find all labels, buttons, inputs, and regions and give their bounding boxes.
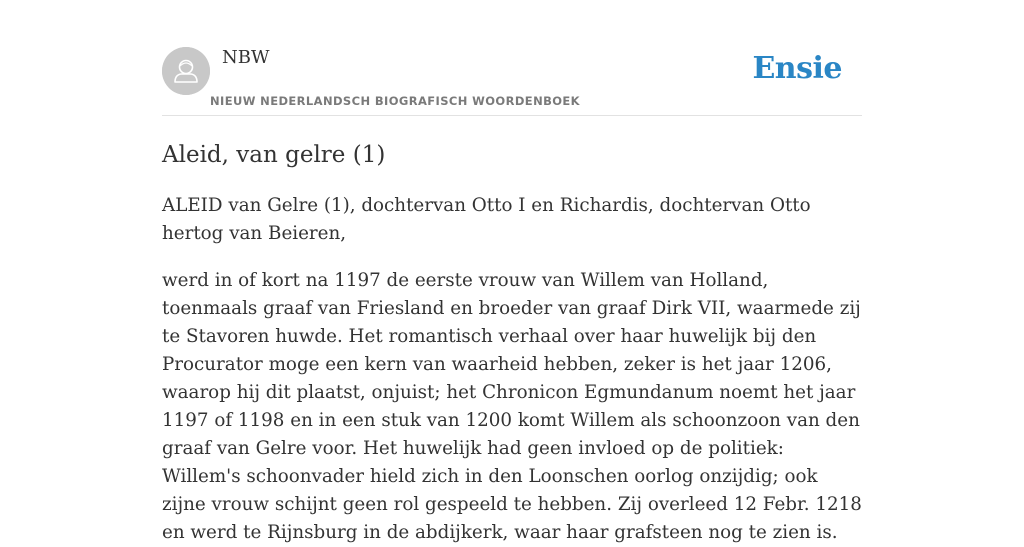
user-icon xyxy=(162,47,210,95)
ensie-logo[interactable]: Ensie xyxy=(752,51,842,86)
article-body xyxy=(162,192,862,547)
paragraph: werd in of kort na 1197 de eerste vrouw van Willem van Holland, toenmaals graaf van Friesland en broeder van graaf Dirk VII, waarmede zij te Stavoren huwde. Het romantisch verhaal over haar huwelijk bij den Procurator moge een kern van waarheid hebben, zeker is het jaar 1206, waarop hij dit plaatst, onjuist; het Chronicon Egmundanum noemt het jaar 1197 of 1198 en in een stuk van 1200 komt Willem als schoonzoon van den graaf van Gelre voor. Het huwelijk had geen invloed op de politiek: Willem's schoonvader hield zich in den Loonschen oorlog onzijdig; ook zijne vrouw schijnt geen rol gespeeld te hebben. Zij overleed 12 Febr. 1218 en werd te Rijnsburg in de abdijkerk, waar haar grafsteen nog te zien is. xyxy=(162,270,862,543)
publication-name[interactable]: NIEUW NEDERLANDSCH BIOGRAFISCH WOORDENBOEK xyxy=(210,94,580,108)
article-container xyxy=(162,0,862,547)
header xyxy=(162,0,862,116)
paragraph: ALEID van Gelre (1), dochtervan Otto I en Richardis, dochtervan Otto hertog van Beieren, xyxy=(162,195,811,244)
page-title: Aleid, van gelre (1) xyxy=(162,142,386,168)
author-name[interactable]: NBW xyxy=(222,47,270,68)
avatar[interactable] xyxy=(162,47,210,95)
